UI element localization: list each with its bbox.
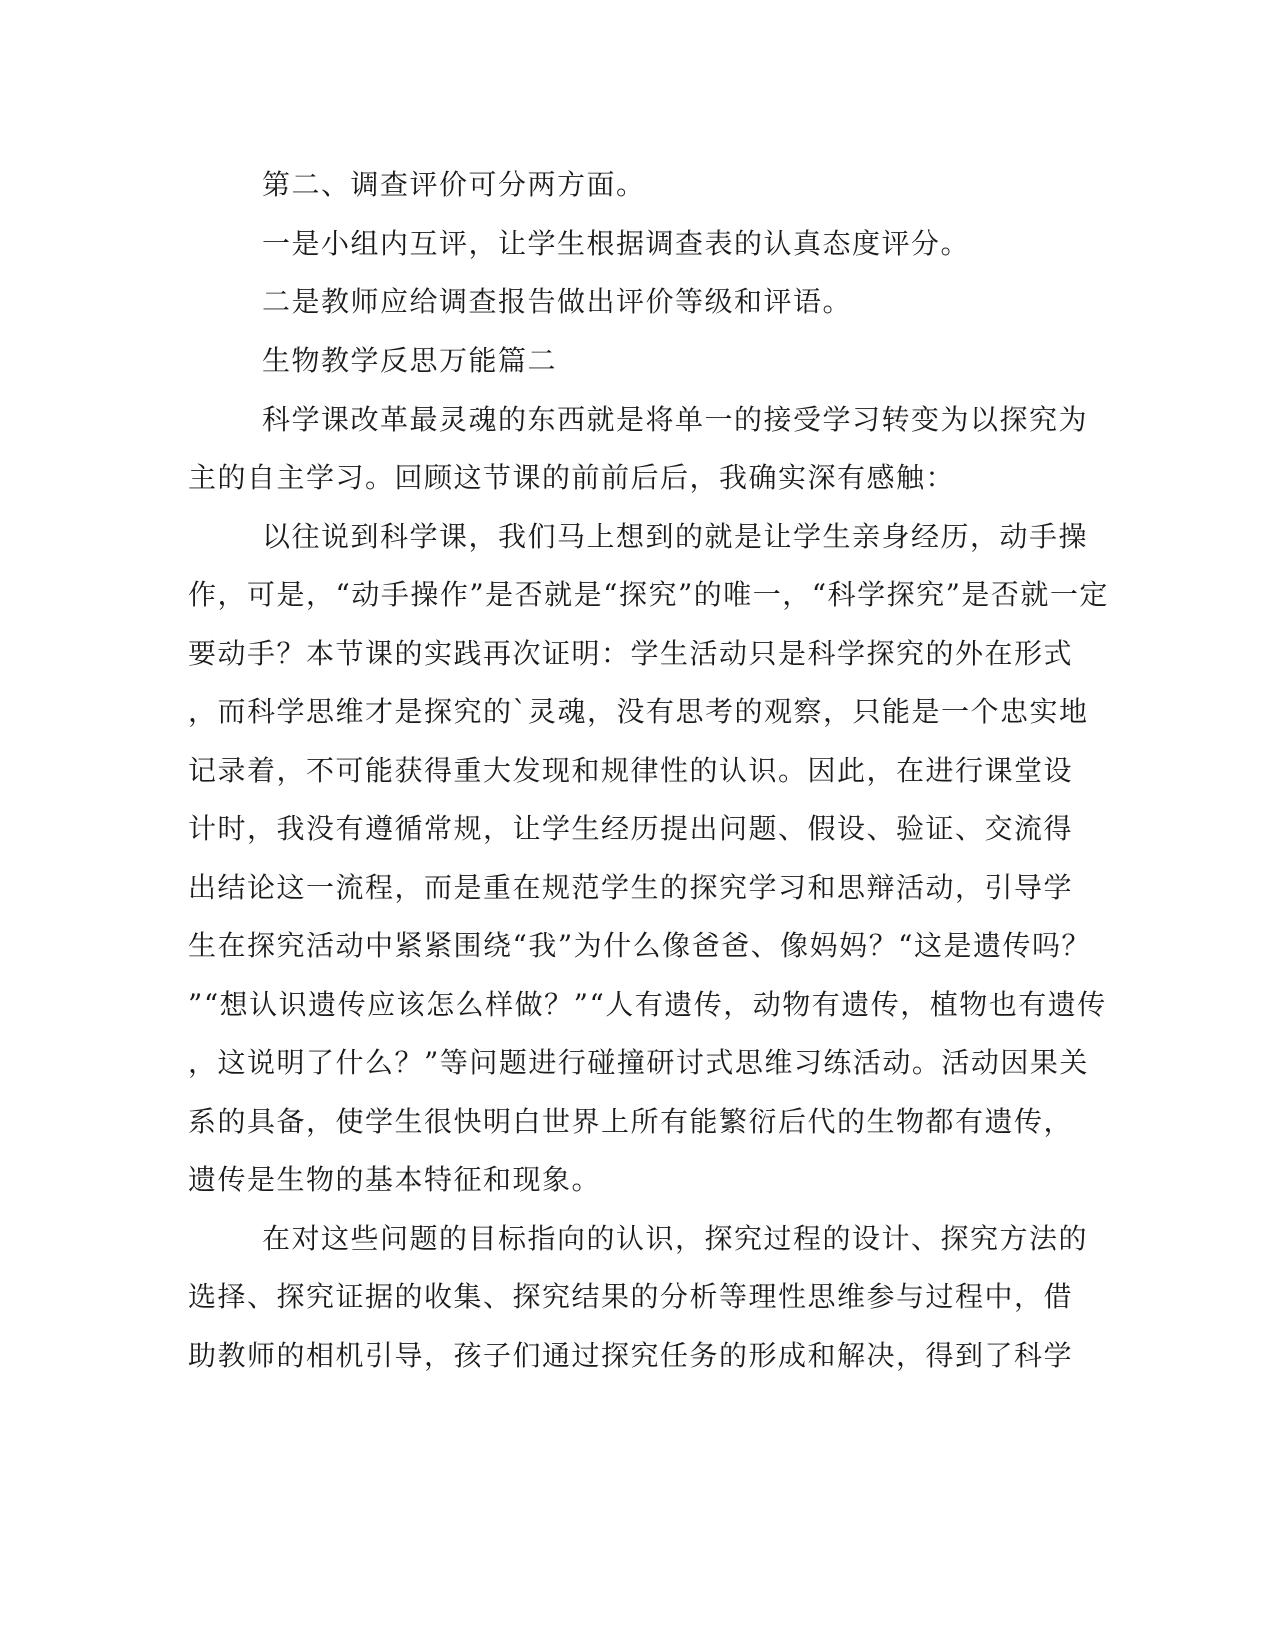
paragraph-line: 助教师的相机引导，孩子们通过探究任务的形成和解决，得到了科学 — [188, 1339, 1074, 1372]
paragraph-line: 生在探究活动中紧紧围绕“我”为什么像爸爸、像妈妈？“这是遗传吗？ — [188, 929, 1091, 962]
paragraph-line: 第二、调查评价可分两方面。 — [262, 168, 646, 201]
paragraph-line: 一是小组内互评，让学生根据调查表的认真态度评分。 — [262, 227, 971, 260]
paragraph-line: ，而科学思维才是探究的`灵魂，没有思考的观察，只能是一个忠实地 — [188, 695, 1089, 728]
paragraph-line: 以往说到科学课，我们马上想到的就是让学生亲身经历，动手操 — [262, 520, 1089, 553]
paragraph-line: ，这说明了什么？”等问题进行碰撞研讨式思维习练活动。活动因果关 — [188, 1046, 1089, 1079]
paragraph-line: 遗传是生物的基本特征和现象。 — [188, 1163, 602, 1196]
paragraph-line: 记录着，不可能获得重大发现和规律性的认识。因此，在进行课堂设 — [188, 754, 1074, 787]
section-heading: 生物教学反思万能篇二 — [262, 344, 558, 377]
paragraph-line: 出结论这一流程，而是重在规范学生的探究学习和思辩活动，引导学 — [188, 871, 1074, 904]
paragraph-line: 在对这些问题的目标指向的认识，探究过程的设计、探究方法的 — [262, 1222, 1089, 1255]
paragraph-line: 主的自主学习。回顾这节课的前前后后，我确实深有感触： — [188, 461, 956, 494]
paragraph-line: 二是教师应给调查报告做出评价等级和评语。 — [262, 285, 853, 318]
paragraph-line: 要动手？本节课的实践再次证明：学生活动只是科学探究的外在形式 — [188, 637, 1074, 670]
paragraph-line: 计时，我没有遵循常规，让学生经历提出问题、假设、验证、交流得 — [188, 812, 1074, 845]
paragraph-line: ”“想认识遗传应该怎么样做？”“人有遗传，动物有遗传，植物也有遗传 — [188, 988, 1107, 1021]
paragraph-line: 作，可是，“动手操作”是否就是“探究”的唯一，“科学探究”是否就一定 — [188, 578, 1109, 611]
paragraph-line: 系的具备，使学生很快明白世界上所有能繁衍后代的生物都有遗传， — [188, 1105, 1074, 1138]
paragraph-line: 选择、探究证据的收集、探究结果的分析等理性思维参与过程中，借 — [188, 1280, 1074, 1313]
paragraph-line: 科学课改革最灵魂的东西就是将单一的接受学习转变为以探究为 — [262, 403, 1089, 436]
